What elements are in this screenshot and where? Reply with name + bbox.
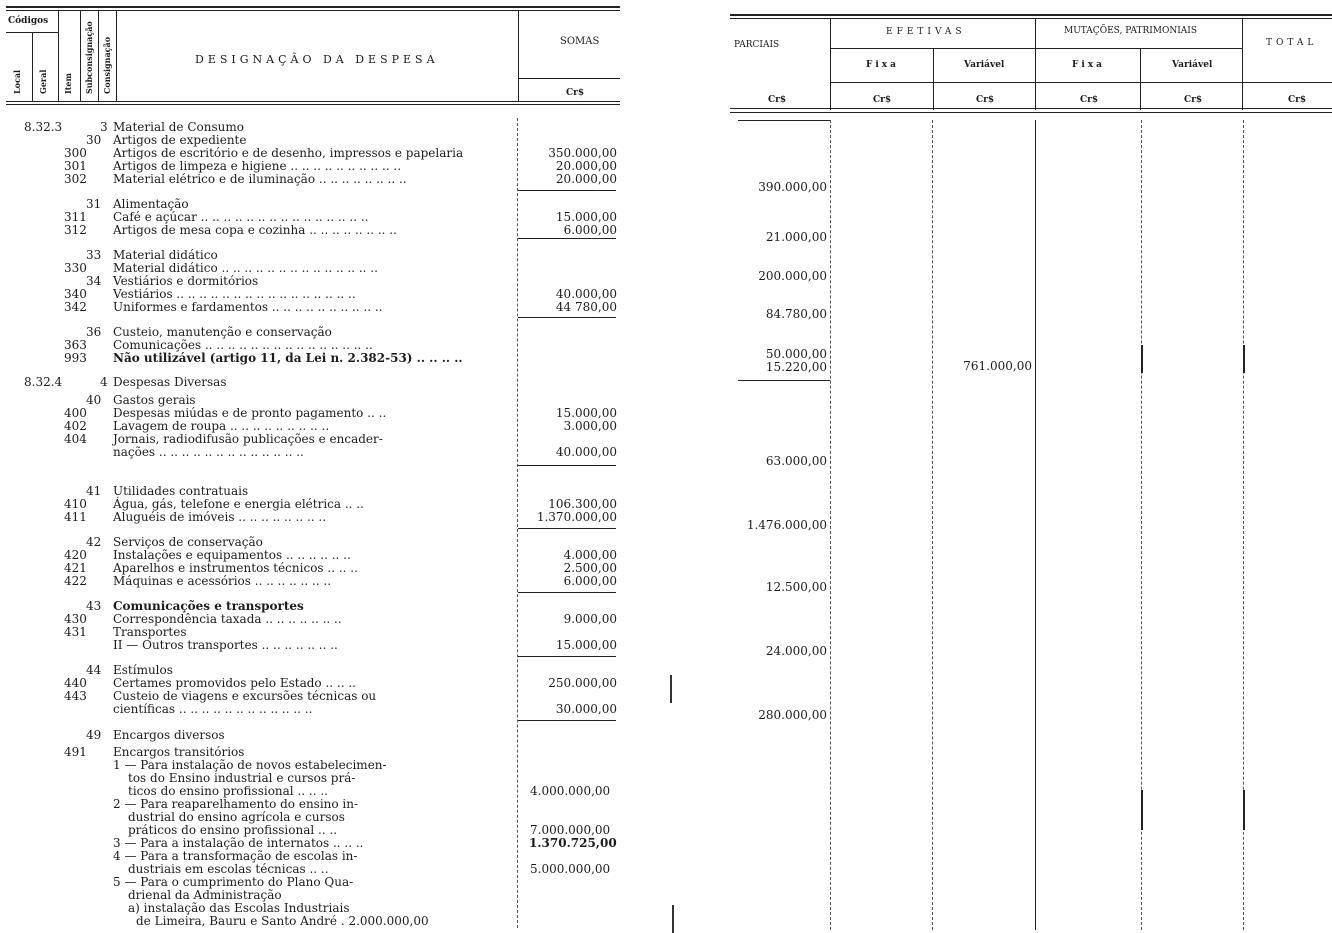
row-designation: dustrial do ensino agrícola e cursos	[128, 810, 345, 824]
row-consignacao: 420	[64, 548, 87, 562]
row-value: 20.000,00	[555, 159, 617, 173]
right-header-bottom-rule-2	[730, 112, 1332, 113]
row-value: 30.000,00	[555, 702, 617, 716]
row-designation: Aparelhos e instrumentos técnicos .. .. ..	[113, 561, 358, 575]
currency-label: Cr$	[1184, 95, 1203, 105]
row-consignacao: 431	[64, 625, 87, 639]
col-divider-local	[32, 32, 33, 102]
table-row	[0, 511, 620, 524]
row-designation: a) instalação das Escolas Industriais	[128, 901, 350, 915]
row-value: 250.000,00	[548, 676, 617, 690]
row-designation: Certames promovidos pelo Estado .. .. ..	[113, 676, 356, 690]
heavy-mark	[1243, 345, 1245, 373]
row-code: 8.32.3	[24, 120, 63, 134]
table-row	[0, 224, 620, 237]
currency-label: Cr$	[1080, 95, 1099, 105]
sum-rule	[518, 465, 616, 466]
row-consignacao: 340	[64, 287, 87, 301]
subconsignacao-label: Subconsignação	[84, 21, 94, 94]
row-designation: Vestiários .. .. .. .. .. .. .. .. .. .. .. .. .. .. .. ..	[113, 287, 356, 301]
left-header-bottom-rule-2	[6, 104, 620, 105]
col-divider-mutacoes	[1035, 18, 1036, 110]
parcial-value: 1.476.000,00	[746, 518, 827, 532]
row-designation: drienal da Administração	[128, 888, 282, 902]
currency-label: Cr$	[768, 95, 787, 105]
row-designation: Aluguéis de imóveis .. .. .. .. .. .. .. ..	[113, 510, 327, 524]
row-subconsignacao: 42	[86, 535, 102, 549]
parcial-value: 50.000,00	[765, 347, 827, 361]
row-consignacao: 330	[64, 261, 87, 275]
row-consignacao: 422	[64, 574, 87, 588]
row-consignacao: 440	[64, 676, 87, 690]
row-designation: Artigos de limpeza e higiene .. .. .. .. .. .. .. .. .. ..	[113, 159, 402, 173]
row-designation: 4 — Para a transformação de escolas in-	[113, 849, 358, 863]
row-item: 3	[100, 120, 108, 134]
mutacoes-label: MUTAÇÕES, PATRIMONIAIS	[1064, 26, 1198, 36]
table-row	[0, 433, 620, 446]
gutter-mark	[672, 905, 674, 933]
row-consignacao: 404	[64, 432, 87, 446]
row-designation: Uniformes e fardamentos .. .. .. .. .. .. .. .. .. ..	[113, 300, 383, 314]
consignacao-label: Consignação	[102, 36, 112, 94]
row-consignacao: 342	[64, 300, 87, 314]
row-designation: Serviços de conservação	[113, 535, 263, 549]
efetivas-variavel-value: 761.000,00	[963, 359, 1032, 373]
row-designation: Não utilizável (artigo 11, da Lei n. 2.382-53) .. .. .. ..	[113, 351, 463, 365]
currency-label: Cr$	[1288, 95, 1307, 105]
row-designation: Comunicações e transportes	[113, 599, 304, 613]
row-designation: Custeio, manutenção e conservação	[113, 325, 332, 339]
right-body-divider	[932, 120, 933, 930]
right-top-rule	[730, 14, 1332, 16]
row-consignacao: 300	[64, 146, 87, 160]
row-consignacao: 410	[64, 497, 87, 511]
row-consignacao: 301	[64, 159, 87, 173]
row-value: 9.000,00	[563, 612, 617, 626]
table-row	[0, 915, 620, 928]
row-value: 20.000,00	[555, 172, 617, 186]
col-divider-mutacoes-mid	[1140, 48, 1141, 110]
col-divider-efetivas-mid	[933, 48, 934, 110]
row-designation: Estímulos	[113, 663, 173, 677]
row-consignacao: 302	[64, 172, 87, 186]
row-value: 106.300,00	[548, 497, 617, 511]
row-subconsignacao: 31	[86, 197, 102, 211]
table-row	[0, 729, 620, 742]
sum-rule	[518, 190, 616, 191]
somas-underline	[518, 78, 620, 79]
parcial-value: 280.000,00	[758, 708, 827, 722]
currency-label: Cr$	[873, 95, 892, 105]
row-designation: Transportes	[113, 625, 187, 639]
sum-rule	[518, 656, 616, 657]
parcial-value: 21.000,00	[765, 230, 827, 244]
row-consignacao: 421	[64, 561, 87, 575]
row-designation: Alimentação	[113, 197, 189, 211]
variavel-label: Variável	[964, 60, 1005, 70]
row-designation: 3 — Para a instalação de internatos .. .. ..	[113, 836, 364, 850]
col-divider-total	[1242, 18, 1243, 110]
row-value: 40.000,00	[555, 445, 617, 459]
row-subconsignacao: 44	[86, 663, 102, 677]
row-designation: Lavagem de roupa .. .. .. .. .. .. .. .. ..	[113, 419, 330, 433]
sum-rule	[518, 317, 616, 318]
left-currency-label: Cr$	[566, 88, 585, 98]
fixa-label: Fixa	[866, 60, 900, 70]
row-subconsignacao: 40	[86, 393, 102, 407]
variavel-label-2: Variável	[1172, 60, 1213, 70]
fixa-underline	[830, 82, 1332, 83]
row-designation: Vestiários e dormitórios	[113, 274, 259, 288]
row-designation: Material didático	[113, 248, 218, 262]
row-designation: Despesas Diversas	[113, 375, 227, 389]
row-subconsignacao: 34	[86, 274, 102, 288]
row-consignacao: 443	[64, 689, 87, 703]
row-subconsignacao: 43	[86, 599, 102, 613]
row-consignacao: 400	[64, 406, 87, 420]
col-divider-geral	[58, 10, 59, 102]
row-value: 15.000,00	[555, 638, 617, 652]
parcial-value: 84.780,00	[765, 307, 827, 321]
efetivas-underline	[830, 48, 1242, 49]
parcial-value: 15.220,00	[765, 360, 827, 374]
row-designation: Instalações e equipamentos .. .. .. .. .. ..	[113, 548, 351, 562]
row-subconsignacao: 33	[86, 248, 102, 262]
row-designation: Artigos de expediente	[113, 133, 247, 147]
table-row	[0, 575, 620, 588]
parciais-label: PARCIAIS	[734, 40, 780, 50]
row-designation: Artigos de escritório e de desenho, impressos e papelaria	[113, 146, 464, 160]
row-designation: Máquinas e acessórios .. .. .. .. .. .. ..	[113, 574, 332, 588]
row-value: 4.000,00	[563, 548, 617, 562]
row-consignacao: 312	[64, 223, 87, 237]
row-value: 6.000,00	[563, 223, 617, 237]
parcial-value: 390.000,00	[758, 180, 827, 194]
row-designation: práticos do ensino profissional .. ..	[128, 823, 338, 837]
col-divider-parciais	[830, 18, 831, 110]
row-value: 2.500,00	[563, 561, 617, 575]
row-subconsignacao: 36	[86, 325, 102, 339]
row-value: 1.370.725,00	[529, 836, 617, 850]
row-consignacao: 993	[64, 351, 87, 365]
parciais-sum-rule	[738, 380, 830, 381]
total-label: TOTAL	[1266, 38, 1318, 48]
row-subconsignacao: 49	[86, 728, 102, 742]
sum-rule	[518, 238, 616, 239]
row-designation: Gastos gerais	[113, 393, 196, 407]
row-subconsignacao: 41	[86, 484, 102, 498]
row-designation: de Limeira, Bauru e Santo André . 2.000.000,00	[136, 914, 429, 928]
heavy-mark	[1141, 790, 1143, 830]
currency-label: Cr$	[976, 95, 995, 105]
row-value: 3.000,00	[563, 419, 617, 433]
row-consignacao: 430	[64, 612, 87, 626]
row-designation: Artigos de mesa copa e cozinha .. .. .. .. .. .. .. ..	[113, 223, 397, 237]
row-designation: Encargos diversos	[113, 728, 225, 742]
table-row	[0, 352, 620, 365]
row-designation: dustriais em escolas técnicas .. ..	[128, 862, 329, 876]
sum-rule	[518, 528, 616, 529]
row-item: 4	[100, 375, 108, 389]
table-row	[0, 613, 620, 626]
table-row	[0, 639, 620, 652]
row-designation: Jornais, radiodifusão publicações e encader-	[113, 432, 383, 446]
row-designation: Custeio de viagens e excursões técnicas ou	[113, 689, 377, 703]
fixa-label-2: Fixa	[1072, 60, 1106, 70]
row-value: 15.000,00	[555, 210, 617, 224]
table-row	[0, 173, 620, 186]
row-value: 44 780,00	[555, 300, 617, 314]
row-designation: Material elétrico e de iluminação .. .. .. .. .. .. .. ..	[113, 172, 407, 186]
row-designation: ticos do ensino profissional .. .. ..	[128, 784, 328, 798]
row-designation: Utilidades contratuais	[113, 484, 249, 498]
row-consignacao: 311	[64, 210, 87, 224]
row-designation: Material de Consumo	[113, 120, 244, 134]
table-row	[0, 376, 620, 389]
row-value: 5.000.000,00	[530, 862, 611, 876]
local-label: Local	[12, 69, 22, 94]
gutter-mark	[670, 675, 672, 703]
row-value: 6.000,00	[563, 574, 617, 588]
parcial-value: 24.000,00	[765, 644, 827, 658]
row-designation: Correspondência taxada .. .. .. .. .. .. ..	[113, 612, 342, 626]
left-top-rule	[6, 6, 620, 8]
row-subconsignacao: 30	[86, 133, 102, 147]
sum-rule	[518, 592, 616, 593]
row-value: 7.000.000,00	[530, 823, 611, 837]
somas-label: SOMAS	[560, 36, 600, 47]
table-row	[0, 703, 620, 716]
geral-label: Geral	[38, 69, 48, 94]
parcial-value: 200.000,00	[758, 269, 827, 283]
row-designation: Material didático .. .. .. .. .. .. .. .. .. .. .. .. .. ..	[113, 261, 378, 275]
efetivas-label: EFETIVAS	[886, 27, 966, 37]
row-consignacao: 363	[64, 338, 87, 352]
right-body-divider	[1035, 120, 1036, 930]
heavy-mark	[1141, 345, 1143, 373]
row-designation: nações .. .. .. .. .. .. .. .. .. .. .. .. ..	[113, 445, 304, 459]
row-value: 15.000,00	[555, 406, 617, 420]
row-value: 1.370.000,00	[536, 510, 617, 524]
designacao-label: DESIGNAÇÃO DA DESPESA	[195, 53, 439, 66]
parcial-value: 12.500,00	[765, 580, 827, 594]
row-value: 350.000,00	[548, 146, 617, 160]
right-body-divider	[830, 120, 831, 930]
row-consignacao: 402	[64, 419, 87, 433]
row-designation: 5 — Para o cumprimento do Plano Qua-	[113, 875, 354, 889]
item-label: Item	[63, 73, 73, 94]
table-row	[0, 446, 620, 459]
row-designation: tos do Ensino industrial e cursos prá-	[128, 771, 356, 785]
heavy-mark	[1243, 790, 1245, 830]
row-consignacao: 411	[64, 510, 87, 524]
col-divider-somas	[518, 10, 519, 102]
row-designation: 2 — Para reaparelhamento do ensino in-	[113, 797, 359, 811]
sum-rule	[518, 720, 616, 721]
row-designation: Café e açúcar .. .. .. .. .. .. .. .. .. .. .. .. .. .. ..	[113, 210, 369, 224]
row-designation: Despesas miúdas e de pronto pagamento .. ..	[113, 406, 387, 420]
row-designation: 1 — Para instalação de novos estabelecimen-	[113, 758, 387, 772]
row-designation: II — Outros transportes .. .. .. .. .. .. ..	[113, 638, 338, 652]
col-divider-cons	[116, 10, 117, 102]
table-row	[0, 301, 620, 314]
table-row	[0, 876, 620, 889]
row-designation: científicas .. .. .. .. .. .. .. .. .. .. .. ..	[113, 702, 313, 716]
col-divider-sub	[98, 10, 99, 102]
row-value: 4.000.000,00	[530, 784, 611, 798]
parcial-value: 63.000,00	[765, 454, 827, 468]
row-consignacao: 491	[64, 745, 87, 759]
codigos-label: Códigos	[8, 16, 49, 26]
row-code: 8.32.4	[24, 375, 63, 389]
row-value: 40.000,00	[555, 287, 617, 301]
row-designation: Comunicações .. .. .. .. .. .. .. .. .. .. .. .. .. .. ..	[113, 338, 373, 352]
parciais-start-rule	[738, 120, 830, 121]
col-divider-item	[80, 10, 81, 102]
row-designation: Água, gás, telefone e energia elétrica .. ..	[113, 497, 364, 511]
row-designation: Encargos transitórios	[113, 745, 245, 759]
